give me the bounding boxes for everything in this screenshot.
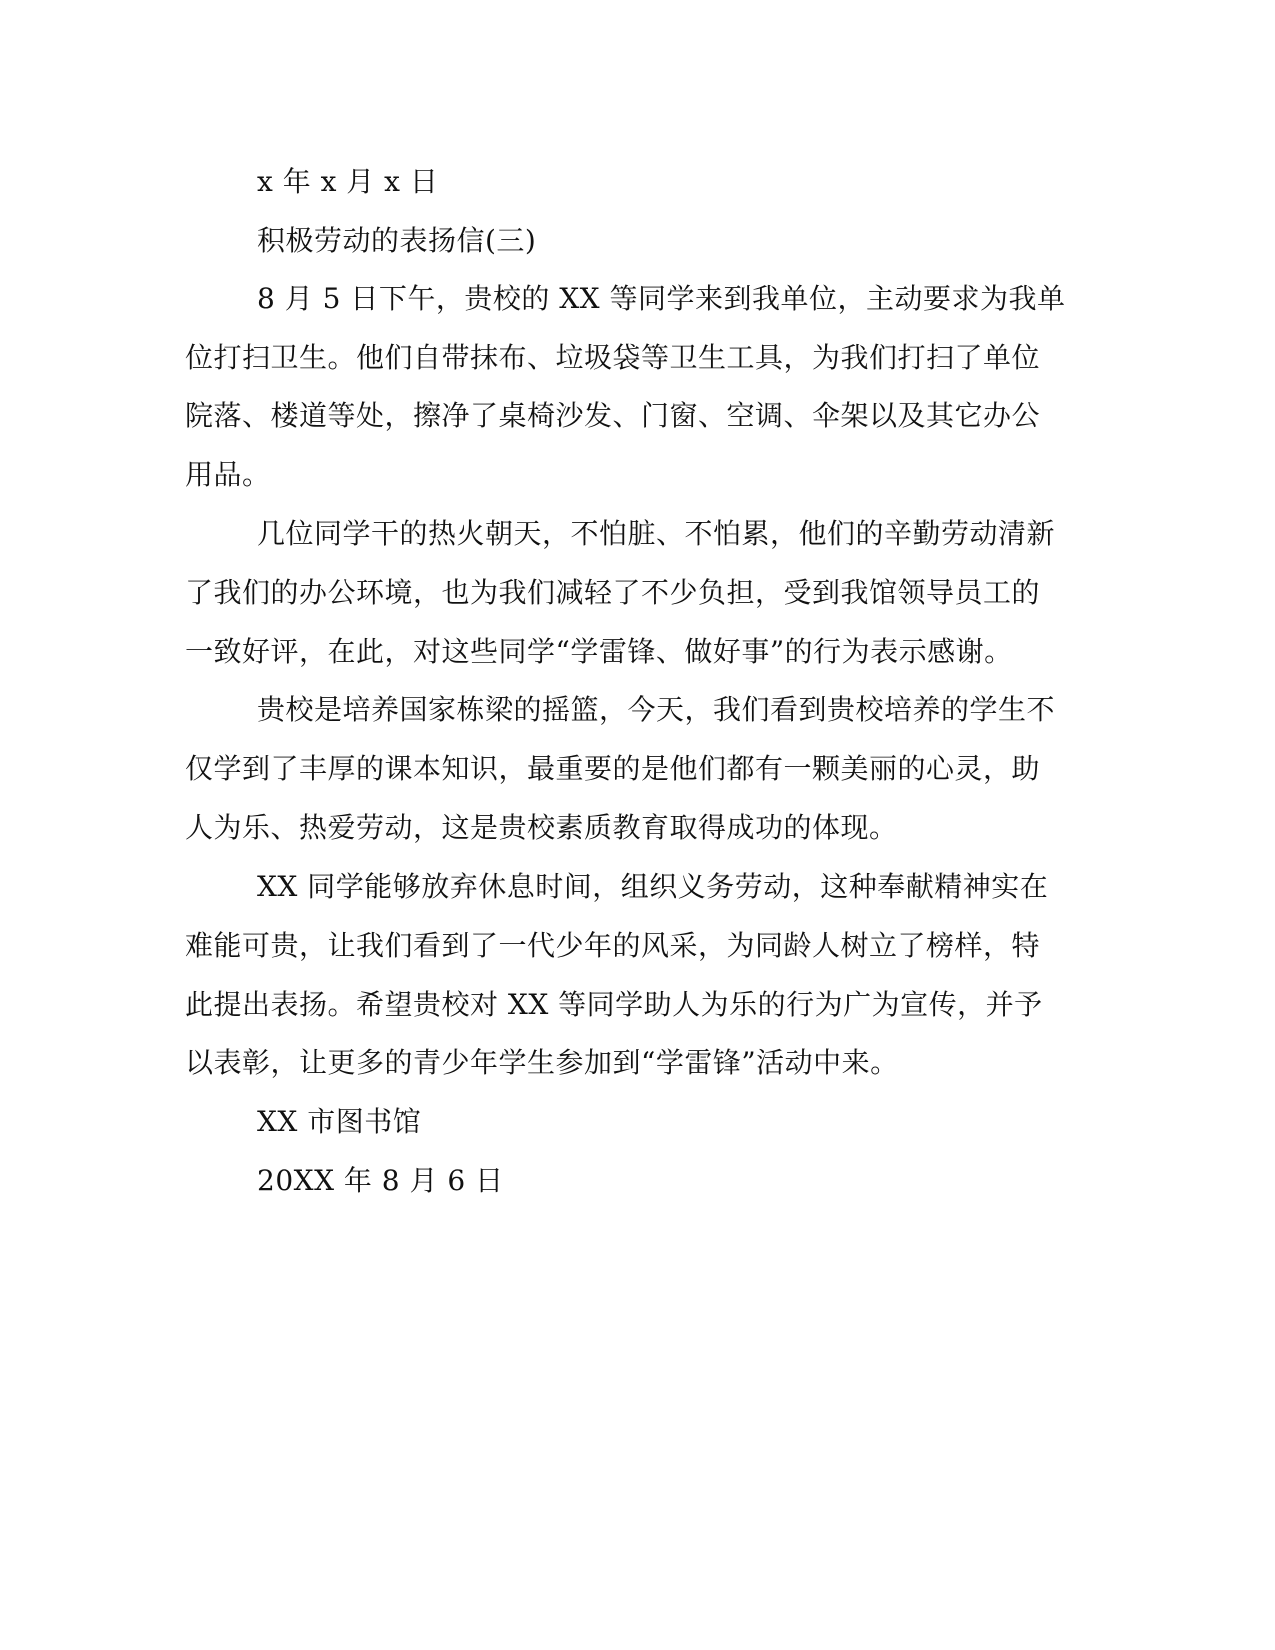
paragraph-line: 位打扫卫生。他们自带抹布、垃圾袋等卫生工具，为我们打扫了单位 <box>185 341 1041 374</box>
previous-letter-date: x 年 x 月 x 日 <box>257 165 439 198</box>
paragraph-line: 几位同学干的热火朝天，不怕脏、不怕累，他们的辛勤劳动清新 <box>257 517 1056 550</box>
paragraph-line: 一致好评，在此，对这些同学“学雷锋、做好事”的行为表示感谢。 <box>185 635 1013 668</box>
paragraph-line: 院落、楼道等处，擦净了桌椅沙发、门窗、空调、伞架以及其它办公 <box>185 399 1041 432</box>
paragraph-line: 贵校是培养国家栋梁的摇篮，今天，我们看到贵校培养的学生不 <box>257 693 1056 726</box>
letter-title: 积极劳动的表扬信(三) <box>257 224 537 257</box>
signature: XX 市图书馆 <box>257 1105 422 1138</box>
paragraph-line: 了我们的办公环境，也为我们减轻了不少负担，受到我馆领导员工的 <box>185 576 1041 609</box>
paragraph-line: 人为乐、热爱劳动，这是贵校素质教育取得成功的体现。 <box>185 811 898 844</box>
paragraph-line: 仅学到了丰厚的课本知识，最重要的是他们都有一颗美丽的心灵，助 <box>185 752 1041 785</box>
paragraph-line: 以表彰，让更多的青少年学生参加到“学雷锋”活动中来。 <box>185 1046 899 1079</box>
paragraph-line: 用品。 <box>185 458 271 491</box>
paragraph-line: XX 同学能够放弃休息时间，组织义务劳动，这种奉献精神实在 <box>257 870 1049 903</box>
paragraph-line: 此提出表扬。希望贵校对 XX 等同学助人为乐的行为广为宣传，并予 <box>185 988 1043 1021</box>
signature-date: 20XX 年 8 月 6 日 <box>257 1164 504 1197</box>
paragraph-line: 难能可贵，让我们看到了一代少年的风采，为同龄人树立了榜样，特 <box>185 929 1041 962</box>
paragraph-line: 8 月 5 日下午，贵校的 XX 等同学来到我单位，主动要求为我单 <box>257 282 1066 315</box>
